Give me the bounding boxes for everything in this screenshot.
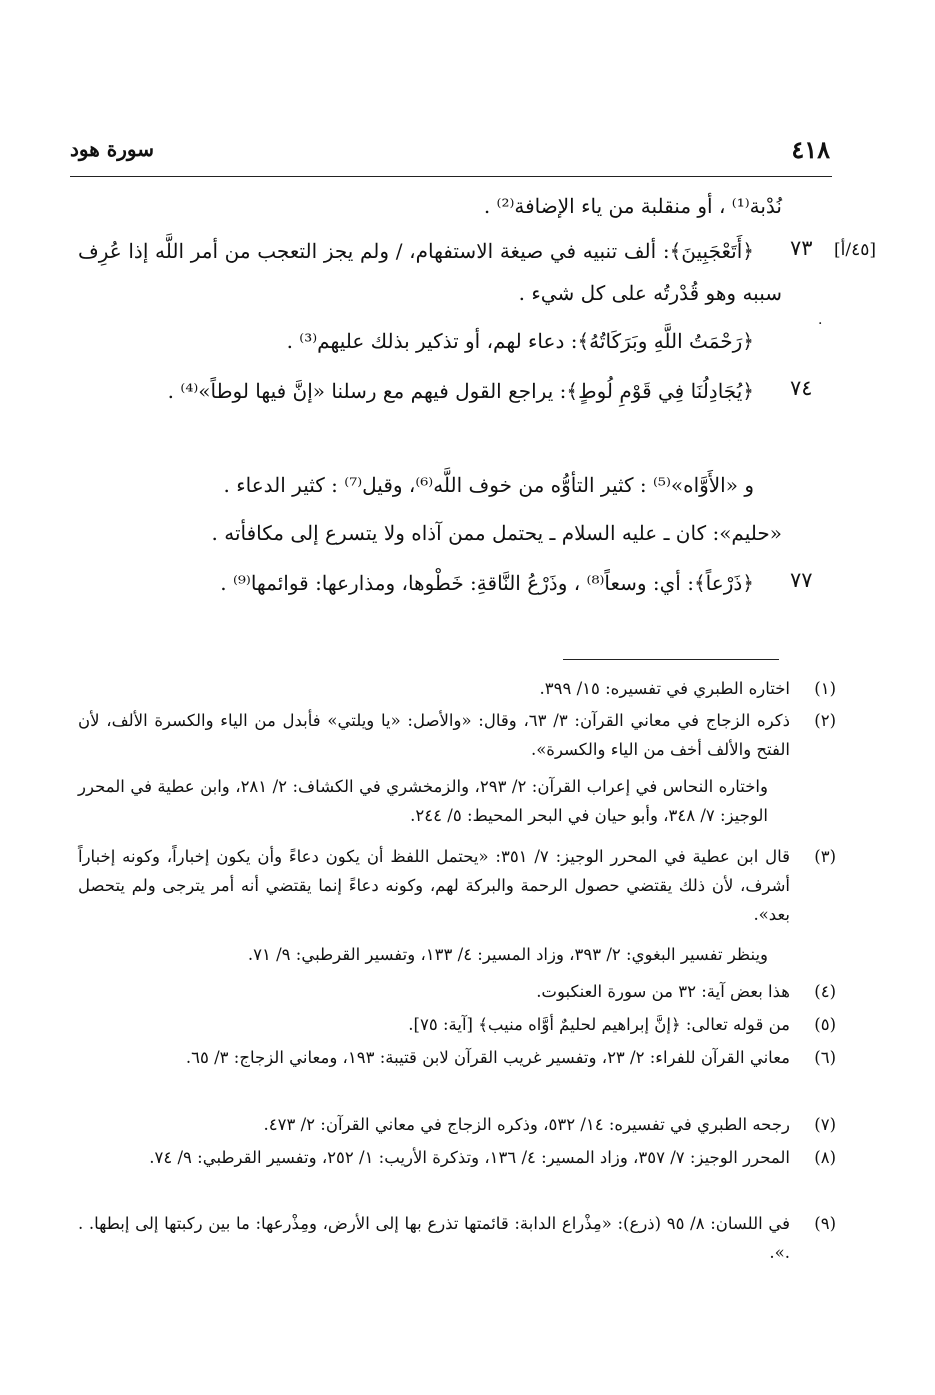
- page-number: ٤١٨: [791, 135, 830, 164]
- footnote-number: (٢): [814, 711, 836, 730]
- footnote-1: [78, 674, 836, 703]
- page-header: [70, 135, 830, 173]
- footnote-number: (٨): [814, 1148, 836, 1167]
- footnote-2-continuation: واختاره النحاس في إعراب القرآن: ٢/ ٢٩٣، والزمخشري في الكشاف: ٢/ ٢٨١، وابن عطية في المحرر الوجيز: ٧/ ٣٤٨، وأبو حيان في البحر المحيط: ٥/ ٢٤٤.: [78, 777, 768, 825]
- entry-awwah: و «الأَوَّاه»⁽⁵⁾ : كثير التأوُّه من خوف اللَّه⁽⁶⁾، وقيل⁽⁷⁾ : كثير الدعاء .: [223, 473, 754, 497]
- footnote-number: (٤): [814, 982, 836, 1001]
- header-rule: [70, 176, 832, 177]
- continuation-line: نُدْبة⁽¹⁾ ، أو منقلبة من ياء الإضافة⁽²⁾ .: [483, 194, 782, 218]
- footnote-number: (٦): [814, 1048, 836, 1067]
- footnote-text: من قوله تعالى: ﴿إنَّ إبراهيم لحليمٌ أوَّاه منيب﴾ [آية: ٧٥].: [408, 1015, 790, 1034]
- footnote-8: [78, 1143, 836, 1172]
- entry-verse-73-b: ﴿رَحْمَتُ اللَّهِ وبَرَكَاتُهُ﴾: دعاء لهم، أو تذكير بذلك عليهم⁽³⁾ .: [286, 329, 754, 353]
- verse-number-74: ٧٤: [790, 376, 813, 400]
- entry-verse-73: ﴿أَتَعْجَبِينَ﴾: ألف تنبيه في صيغة الاستفهام، / ولم يجز التعجب من أمر اللَّه إذا عُرِف سببه وهو قُدْرتُه على كل شيء .: [78, 239, 782, 305]
- footnote-text: هذا بعض آية: ٣٢ من سورة العنكبوت.: [536, 982, 790, 1001]
- footnote-text: ذكره الزجاج في معاني القرآن: ٣/ ٦٣، وقال: «والأصل: «يا ويلتي» فأبدل من الياء والكسرة الألف، لأن الفتح والألف أخف من الياء والكسرة».: [78, 711, 791, 759]
- entry-verse-77: ﴿ذَرْعاً﴾: أي: وسعاً⁽⁸⁾ ، وذَرْعُ النَّاقةِ: خَطْوها، ومذارعها: قوائمها⁽⁹⁾ .: [220, 571, 754, 595]
- footnote-text: المحرر الوجيز: ٧/ ٣٥٧، وزاد المسير: ٤/ ١٣٦، وتذكرة الأريب: ١/ ٢٥٢، وتفسير القرطبي: ٩/ ٧٤.: [149, 1148, 790, 1167]
- footnote-text: في اللسان: ٨/ ٩٥ (ذرع): «مِذْراع الدابة: قائمتها تذرع بها إلى الأرض، ومِذْرعها: ما بين ركبتها إلى إبطها. . .».: [78, 1214, 791, 1262]
- footnote-number: (٩): [814, 1214, 836, 1233]
- footnote-number: (٧): [814, 1115, 836, 1134]
- footnote-3: [78, 842, 836, 929]
- verse-number-73: ٧٣: [790, 236, 813, 260]
- footnote-text: رجحه الطبري في تفسيره: ١٤/ ٥٣٢، وذكره الزجاج في معاني القرآن: ٢/ ٤٧٣.: [263, 1115, 790, 1134]
- footnote-2: [78, 706, 836, 764]
- footnote-number: (٥): [814, 1015, 836, 1034]
- surah-title: سورة هود: [70, 137, 154, 161]
- footnote-3-continuation: وينظر تفسير البغوي: ٢/ ٣٩٣، وزاد المسير: ٤/ ١٣٣، وتفسير القرطبي: ٩/ ٧١.: [247, 945, 768, 964]
- entry-verse-74: ﴿يُجَادِلُنَا فِي قَوْمِ لُوطٍ﴾: يراجع القول فيهم مع رسلنا «إنَّ فيها لوطاً»⁽⁴⁾ .: [167, 379, 754, 403]
- footnote-number: (٣): [814, 847, 836, 866]
- footnote-rule: [563, 659, 779, 660]
- margin-dot: ·: [818, 316, 823, 332]
- footnote-5: [78, 1010, 836, 1039]
- footnote-9: [78, 1209, 836, 1267]
- footnote-text: معاني القرآن للفراء: ٢/ ٢٣، وتفسير غريب القرآن لابن قتيبة: ١٩٣، ومعاني الزجاج: ٣/ ٦٥.: [185, 1048, 790, 1067]
- manuscript-folio-ref: [٤٥/أ]: [834, 240, 876, 260]
- footnote-text: اختاره الطبري في تفسيره: ١٥/ ٣٩٩.: [539, 679, 790, 698]
- footnote-4: [78, 977, 836, 1006]
- entry-halim: «حليم»: كان ـ عليه السلام ـ يحتمل ممن آذاه ولا يتسرع إلى مكافأته .: [211, 521, 782, 545]
- verse-number-77: ٧٧: [790, 568, 813, 592]
- footnote-number: (١): [814, 679, 836, 698]
- footnote-6: [78, 1043, 836, 1072]
- footnote-7: [78, 1110, 836, 1139]
- footnote-text: قال ابن عطية في المحرر الوجيز: ٧/ ٣٥١: «يحتمل اللفظ أن يكون دعاءً وأن يكون إخباراً، وكونه إخباراً أشرف، لأن ذلك يقتضي حصول الرحمة والبركة لهم، وكونه دعاءً إنما يقتضي أنه أمر يترجى ولم يتحصل بعد».: [78, 847, 790, 924]
